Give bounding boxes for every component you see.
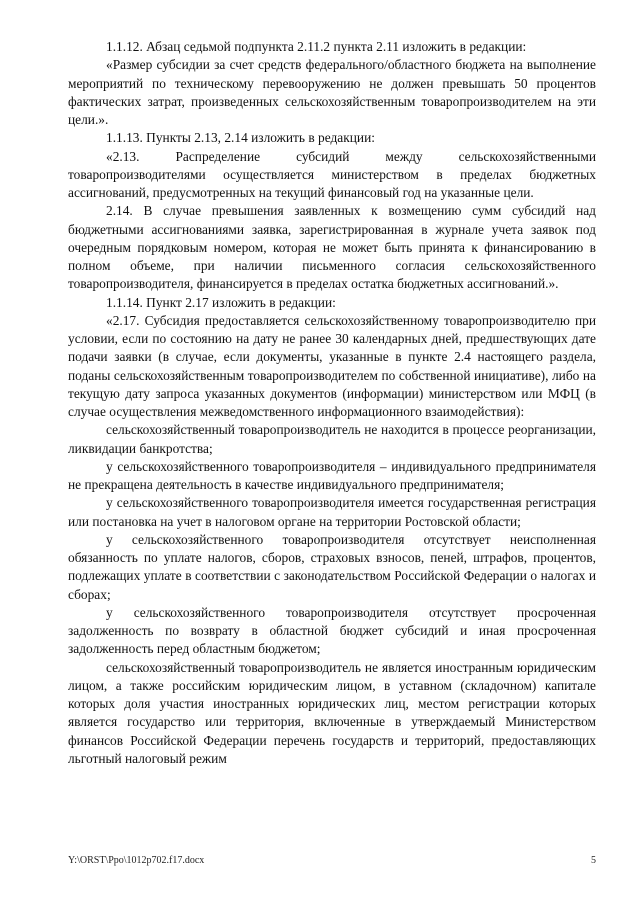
paragraph-subsidy-size: «Размер субсидии за счет средств федерального/областного бюджета на выполнение мероприятий по техническому перевооружению не должен превышать 50 процентов фактических затрат, произведенных сельскохозяйственным товаропроизводителем на эти цели.». bbox=[68, 57, 596, 127]
condition-not-reorganized: сельскохозяйственный товаропроизводитель не находится в процессе реорганизации, ликвидации банкротства; bbox=[68, 422, 596, 456]
paragraph-1-1-12: 1.1.12. Абзац седьмой подпункта 2.11.2 пункта 2.11 изложить в редакции: bbox=[106, 39, 527, 54]
condition-registration: у сельскохозяйственного товаропроизводителя имеется государственная регистрация или постановка на учет в налоговом органе на территории Ростовской области; bbox=[68, 495, 596, 529]
file-path: Y:\ORST\Ppo\1012p702.f17.docx bbox=[68, 855, 205, 866]
paragraph-2-13: «2.13. Распределение субсидий между сельскохозяйственными товаропроизводителями осуществляется министерством в пределах бюджетных ассигнований, предусмотренных на текущий финансовый год на указанные цели. bbox=[68, 148, 596, 200]
paragraph-1-1-14: 1.1.14. Пункт 2.17 изложить в редакции: bbox=[106, 294, 336, 310]
page-number: 5 bbox=[591, 855, 596, 866]
condition-not-foreign: сельскохозяйственный товаропроизводитель не является иностранным юридическим лицом, а также российским юридическим лицом, в уставном (складочном) капитале которых доля участия иностранных юридических лиц, местом регистрации которых является государство или территория, включенные в утверждаемый Министерством финансов Российской Федерации перечень государств и территорий, предоставляющих льготный налоговый режим bbox=[68, 659, 596, 766]
condition-no-tax-debt: у сельскохозяйственного товаропроизводителя отсутствует неисполненная обязанность по уплате налогов, сборов, страховых взносов, пеней, штрафов, процентов, подлежащих уплате в соответствии с законодательством Российской Федерации о налогах и сборах; bbox=[68, 531, 596, 602]
condition-entrepreneur-active: у сельскохозяйственного товаропроизводителя – индивидуального предпринимателя не прекращена деятельность в качестве индивидуального предпринимателя; bbox=[68, 458, 596, 492]
document-body bbox=[68, 38, 596, 768]
paragraph-2-14: 2.14. В случае превышения заявленных к возмещению сумм субсидий над бюджетными ассигнованиями заявка, зарегистрированная в журнале учета заявок под очередным порядковым номером, которая не может быть принята к финансированию в полном объеме, при наличии письменного согласия сельскохозяйственного товаропроизводителя, финансируется в пределах остатка бюджетных ассигнований.». bbox=[68, 203, 596, 292]
condition-no-budget-debt: у сельскохозяйственного товаропроизводителя отсутствует просроченная задолженность по возврату в областной бюджет субсидий и иная просроченная задолженность перед областным бюджетом; bbox=[68, 604, 596, 657]
page-footer bbox=[68, 855, 596, 866]
paragraph-2-17: «2.17. Субсидия предоставляется сельскохозяйственному товаропроизводителю при условии, если по состоянию на дату не ранее 30 календарных дней, предшествующих дате подачи заявки (в случае, если документы, указанные в пункте 2.4 настоящего раздела, поданы сельскохозяйственным товаропроизводителем по собственной инициативе), либо на текущую дату запроса указанных документов (информации) министерством или МФЦ (в случае осуществления межведомственного информационного взаимодействия): bbox=[68, 312, 596, 419]
paragraph-1-1-13: 1.1.13. Пункты 2.13, 2.14 изложить в редакции: bbox=[106, 130, 375, 146]
